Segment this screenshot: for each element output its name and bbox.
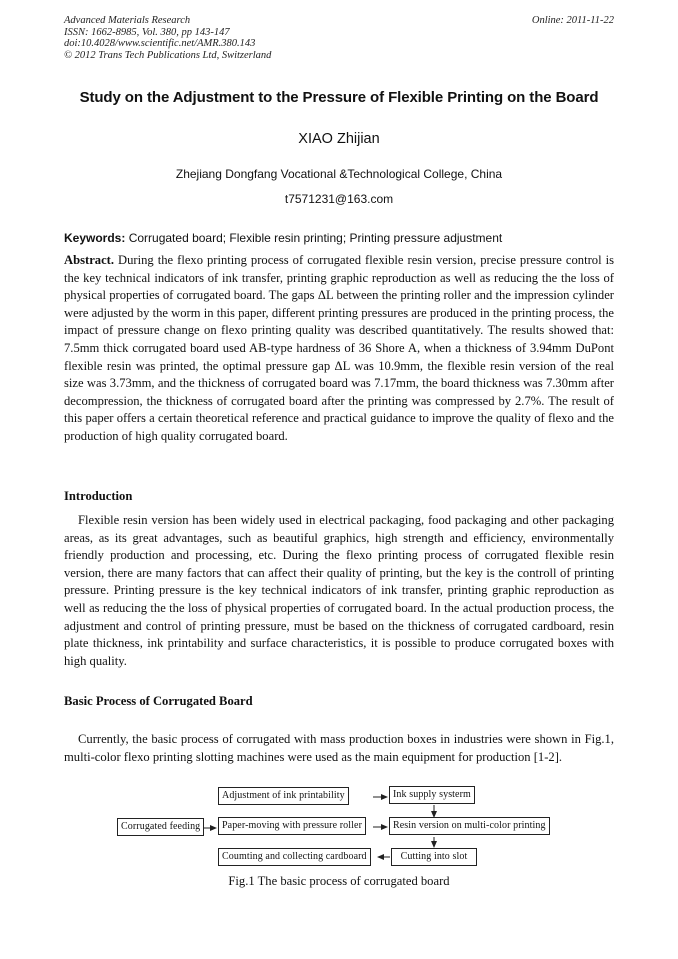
keywords-text: Corrugated board; Flexible resin printing; Printing pressure adjustment [128, 231, 503, 245]
box-cutting: Cutting into slot [391, 848, 477, 866]
box-adjustment: Adjustment of ink printability [218, 787, 349, 805]
basic-process-heading: Basic Process of Corrugated Board [64, 694, 253, 708]
box-counting: Coumting and collecting cardboard [218, 848, 371, 866]
issn: ISSN: 1662-8985, Vol. 380, pp 143-147 [64, 26, 230, 38]
online-date: Online: 2011-11-22 [531, 15, 614, 26]
copyright: © 2012 Trans Tech Publications Ltd, Switzerland [64, 49, 272, 61]
introduction-text: Flexible resin version has been widely used in electrical packaging, food packaging and other packaging areas, as its great advantages, such as beautiful graphics, high strength and efficiency, environmentally friendly production and processing, etc. During the flexo printing process of corrugated flexible resin version, there are many factors that can affect their quality of printing, but the key is the controll of printing pressure. Printing pressure is the key technical indicators of ink transfer, printing graphic reproduction as well as reducing the the loss of physical properties of corrugated board. In the actual production process, the adjustment and control of printing pressure, must be based on the thickness of corrugated cardboard, resin plate thickness, ink printability and surface characteristics, it is possible to produce corrugated boxes with high quality. [64, 513, 614, 668]
author: XIAO Zhijian [298, 131, 380, 147]
abstract-label: Abstract. [64, 253, 115, 267]
box-feeding: Corrugated feeding [117, 818, 204, 836]
abstract-text: During the flexo printing process of corrugated flexible resin version, precise pressure control is the key technical indicators of ink transfer, printing graphic reproduction as well as reducing the the loss of physical properties of corrugated board. The gaps ΔL between the printing roller and the impression cylinder were adjusted by the worm in this paper, different printing pressures are produced in the printing process, the impact of pressure change on flexo printing quality was described quantitatively. The results showed that: 7.5mm thick corrugated board used AB-type hardness of 36 Shore A, when a thickness of 3.94mm DuPont flexible resin was printed, the optimal pressure gap ΔL was 10.9mm, the flexible resin version of the real size was 3.73mm, and the thickness of corrugated board was 7.17mm, the board thickness was 7.30mm after decompression, the thickness of corrugated board after the printing was compressed by 2.7%. The result of this paper offers a certain theoretical reference and practical guidance to improve the quality of flexo and the production of high quality corrugated board. [64, 253, 614, 443]
box-paper-moving: Paper-moving with pressure roller [218, 817, 366, 835]
affiliation: Zhejiang Dongfang Vocational &Technological College, China [175, 167, 503, 181]
figure-caption: Fig.1 The basic process of corrugated board [228, 874, 450, 888]
basic-process-text: Currently, the basic process of corrugated with mass production boxes in industries were shown in Fig.1, multi-color flexo printing slotting machines were used as the main equipment for production [1-2]. [64, 732, 614, 764]
journal-name: Advanced Materials Research [64, 15, 191, 26]
paper-title: Study on the Adjustment to the Pressure of Flexible Printing on the Board [79, 89, 599, 106]
box-ink-supply: Ink supply systerm [389, 786, 475, 804]
box-resin: Resin version on multi-color printing [389, 817, 550, 835]
doi: doi:10.4028/www.scientific.net/AMR.380.143 [64, 38, 256, 49]
keywords-label: Keywords: [64, 231, 126, 245]
email: t7571231@163.com [284, 192, 394, 206]
introduction-heading: Introduction [64, 489, 133, 503]
